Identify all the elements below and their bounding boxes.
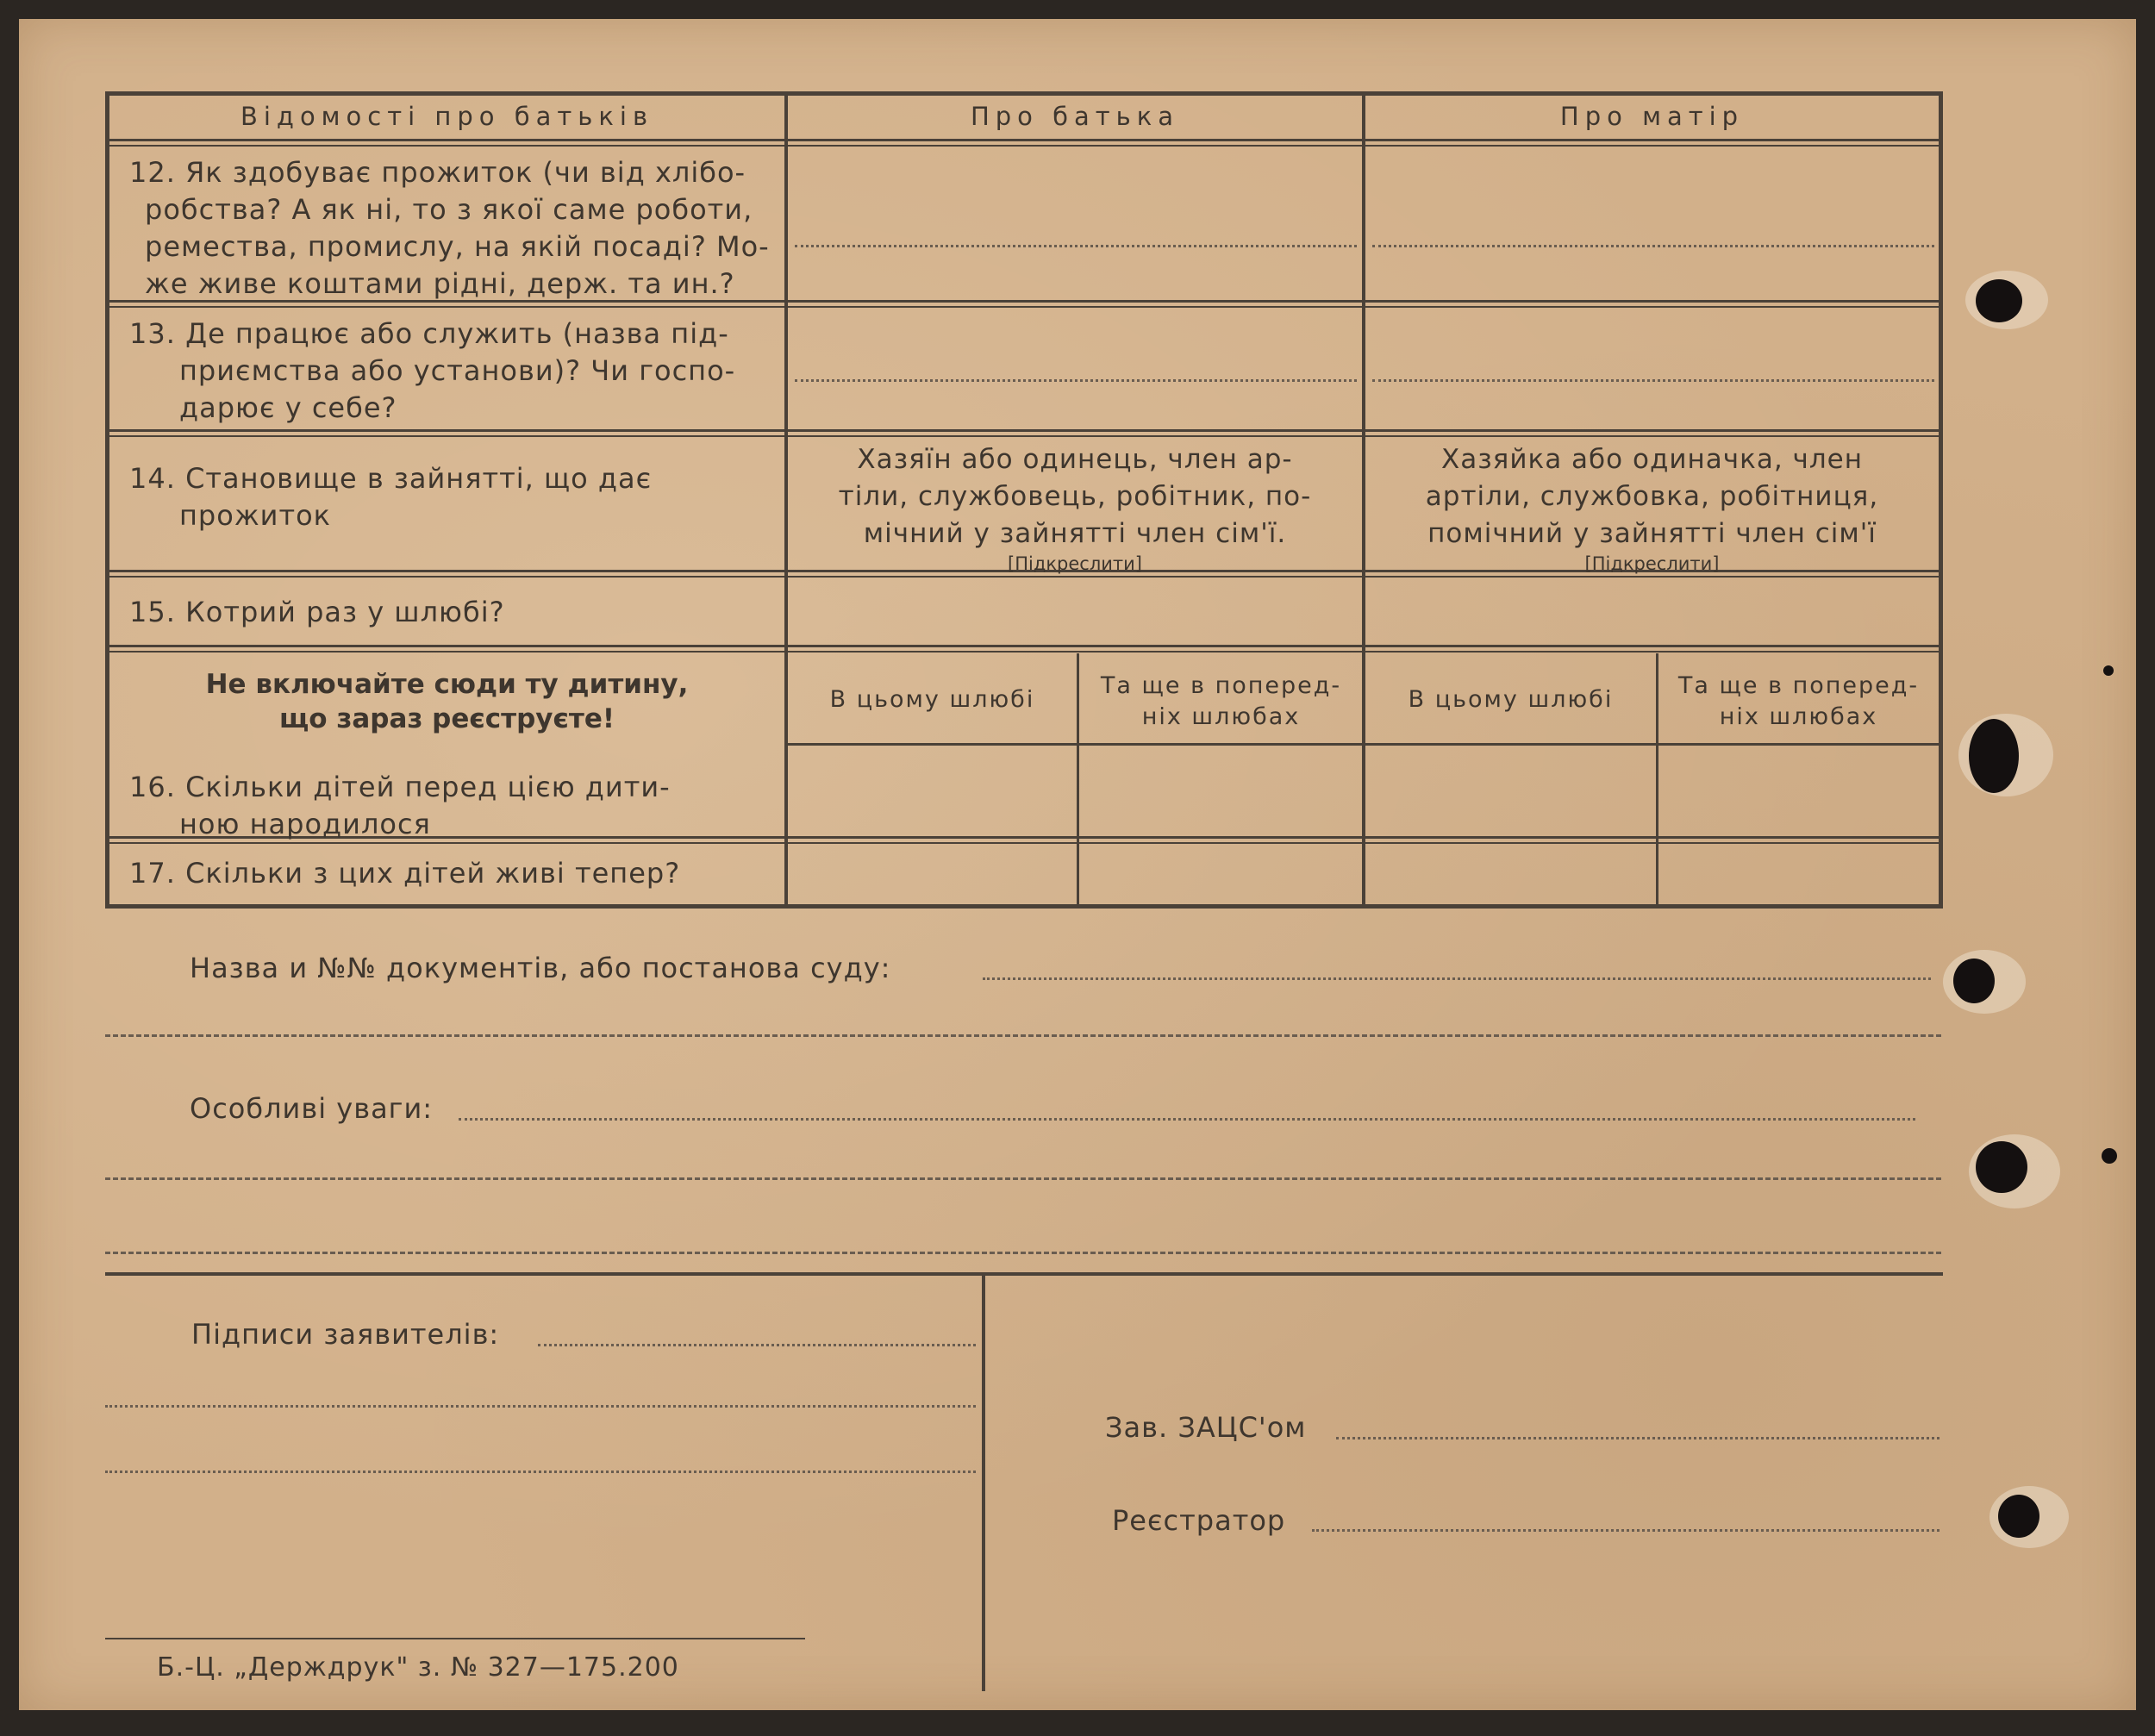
question-13: 13. Де працює або служить (назва під- приємства або установи)? Чи госпо- дарює у себе? <box>129 317 736 424</box>
answer-line-13-mother[interactable] <box>1372 379 1934 382</box>
binding-hole <box>2102 1148 2117 1164</box>
signatures-label: Підписи заявителів: <box>191 1318 500 1351</box>
signature-section-top <box>105 1272 1943 1276</box>
question-17: 17. Скільки з цих дітей живі тепер? <box>129 857 681 890</box>
question-12: 12. Як здобуває прожиток (чи від хлібо- робства? А як ні, то з якої саме роботи, ремества, промислу, на якій посаді? Мо- же живе коштами рідні, держ. та ин.? <box>129 156 770 300</box>
signature-input-line-3[interactable] <box>105 1471 976 1473</box>
signature-section-divider <box>982 1274 985 1691</box>
father-status-options[interactable]: Хазяїн або одинець, член ар- тіли, службовець, робітник, по- мічний у зайнятті член сім'ї. <box>838 444 1312 549</box>
signature-input-line-2[interactable] <box>105 1405 976 1408</box>
header-parents-info: Відомості про батьків <box>240 102 654 131</box>
question-14: 14. Становище в зайнятті, що дає прожиток <box>129 462 653 532</box>
row-divider-14b <box>105 576 1943 578</box>
question-15: 15. Котрий раз у шлюбі? <box>129 596 505 628</box>
registrar-label: Реєстратор <box>1112 1504 1286 1537</box>
remarks-input-line[interactable] <box>459 1118 1915 1121</box>
binding-hole <box>1976 279 2022 322</box>
table-border-right <box>1939 91 1943 909</box>
header-divider <box>105 139 1943 141</box>
mother-underline-note: [Підкреслити] <box>1584 553 1720 574</box>
registrar-signature-line[interactable] <box>1312 1529 1940 1532</box>
remarks-label: Особливі уваги: <box>190 1092 434 1125</box>
exclude-child-note: Не включайте сюди ту дитину, що зараз реєструєте! <box>205 669 689 734</box>
answer-line-13-father[interactable] <box>795 379 1357 382</box>
header-divider-2 <box>105 145 1943 147</box>
table-border-top <box>105 91 1943 96</box>
table-border-left <box>105 91 109 909</box>
head-signature-line[interactable] <box>1336 1437 1940 1439</box>
form-sheet <box>19 19 2136 1710</box>
binding-hole <box>1969 719 2019 793</box>
subheader-father-previous: Та ще в поперед- ніх шлюбах <box>1100 672 1342 730</box>
subheader-mother-this-marriage: В цьому шлюбі <box>1408 686 1614 713</box>
binding-hole <box>1998 1495 2039 1538</box>
answer-line-12-mother[interactable] <box>1372 245 1934 247</box>
header-mother: Про матір <box>1559 102 1745 131</box>
header-father: Про батька <box>970 102 1180 131</box>
row-divider-12b <box>105 306 1943 308</box>
row-divider-15b <box>105 651 1943 653</box>
question-16: 16. Скільки дітей перед цією дити- ною народилося <box>129 771 671 840</box>
mother-status-options[interactable]: Хазяйка або одиначка, член артіли, службовка, робітниця, помічний у зайнятті член сім'ї <box>1425 444 1879 549</box>
subheader-mother-previous: Та ще в поперед- ніх шлюбах <box>1677 672 1920 730</box>
row-divider-13b <box>105 435 1943 437</box>
answer-line-12-father[interactable] <box>795 245 1357 247</box>
remarks-input-line-2[interactable] <box>105 1177 1941 1180</box>
head-label: Зав. ЗАЦС'ом <box>1105 1411 1307 1444</box>
binding-hole <box>1953 959 1995 1003</box>
documents-input-line[interactable] <box>983 977 1931 980</box>
row-divider-13 <box>105 429 1943 432</box>
binding-hole <box>1976 1141 2027 1193</box>
printer-imprint: Б.-Ц. „Держдрук" з. № 327—175.200 <box>157 1652 679 1683</box>
row-divider-15 <box>105 645 1943 647</box>
remarks-input-line-3[interactable] <box>105 1252 1941 1254</box>
binding-hole <box>2103 665 2114 676</box>
printer-line <box>105 1638 805 1639</box>
sub-header-divider <box>786 743 1941 746</box>
father-underline-note: [Підкреслити] <box>1008 553 1142 574</box>
documents-label: Назва и №№ документів, або постанова суду: <box>190 952 891 984</box>
signature-input-line[interactable] <box>538 1344 976 1346</box>
subheader-father-this-marriage: В цьому шлюбі <box>829 686 1035 713</box>
documents-input-line-2[interactable] <box>105 1034 1941 1037</box>
table-border-bottom <box>105 904 1943 909</box>
